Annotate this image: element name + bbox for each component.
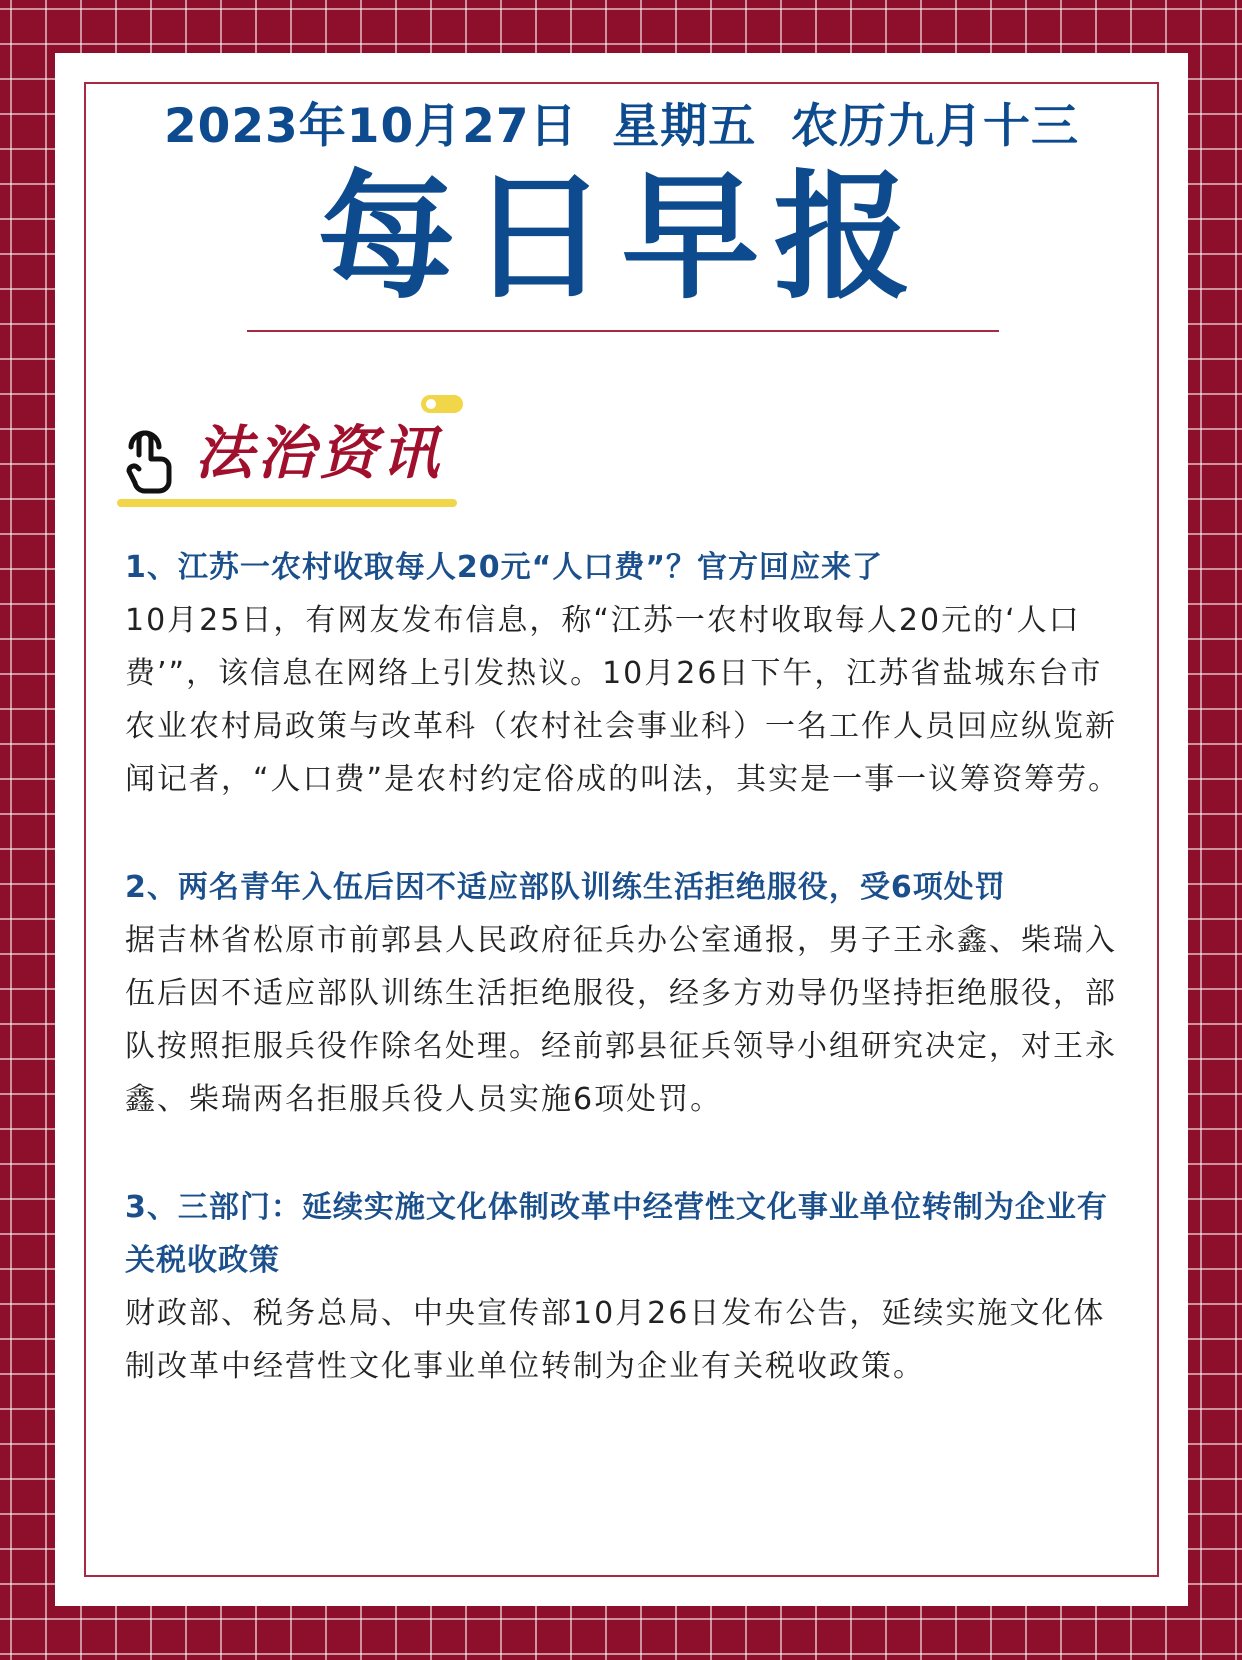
article-list	[125, 541, 1125, 1448]
article-body: 据吉林省松原市前郭县人民政府征兵办公室通报，男子王永鑫、柴瑞入伍后因不适应部队训练生活拒绝服役，经多方劝导仍坚持拒绝服役，部队按照拒服兵役作除名处理。经前郭县征兵领导小组研究决定，对王永鑫、柴瑞两名拒服兵役人员实施6项处罚。	[125, 923, 1117, 1117]
article-body: 财政部、税务总局、中央宣传部10月26日发布公告，延续实施文化体制改革中经营性文化事业单位转制为企业有关税收政策。	[125, 1296, 1106, 1384]
article-body: 10月25日，有网友发布信息，称“江苏一农村收取每人20元的‘人口费’”，该信息在网络上引发热议。10月26日下午，江苏省盐城东台市农业农村局政策与改革科（农村社会事业科）一名工作人员回应纵览新闻记者，“人口费”是农村约定俗成的叫法，其实是一事一议筹资筹劳。	[125, 603, 1121, 797]
section-underline	[117, 499, 457, 507]
article-item	[125, 541, 1125, 806]
date-line: 2023年10月27日 星期五 农历九月十三	[163, 99, 1080, 154]
page-title: 每日早报	[317, 157, 926, 318]
article-item	[125, 1181, 1125, 1393]
section-label: 法治资讯	[195, 419, 444, 487]
touch-hand-icon	[123, 425, 183, 495]
article-item	[125, 861, 1125, 1126]
title-divider	[247, 330, 999, 332]
toggle-icon	[421, 395, 463, 413]
report-card	[55, 53, 1188, 1606]
article-title: 3、三部门：延续实施文化体制改革中经营性文化事业单位转制为企业有关税收政策	[125, 1190, 1108, 1278]
article-title: 2、两名青年入伍后因不适应部队训练生活拒绝服役，受6项处罚	[125, 870, 1006, 905]
article-title: 1、江苏一农村收取每人20元“人口费”？官方回应来了	[125, 550, 884, 585]
